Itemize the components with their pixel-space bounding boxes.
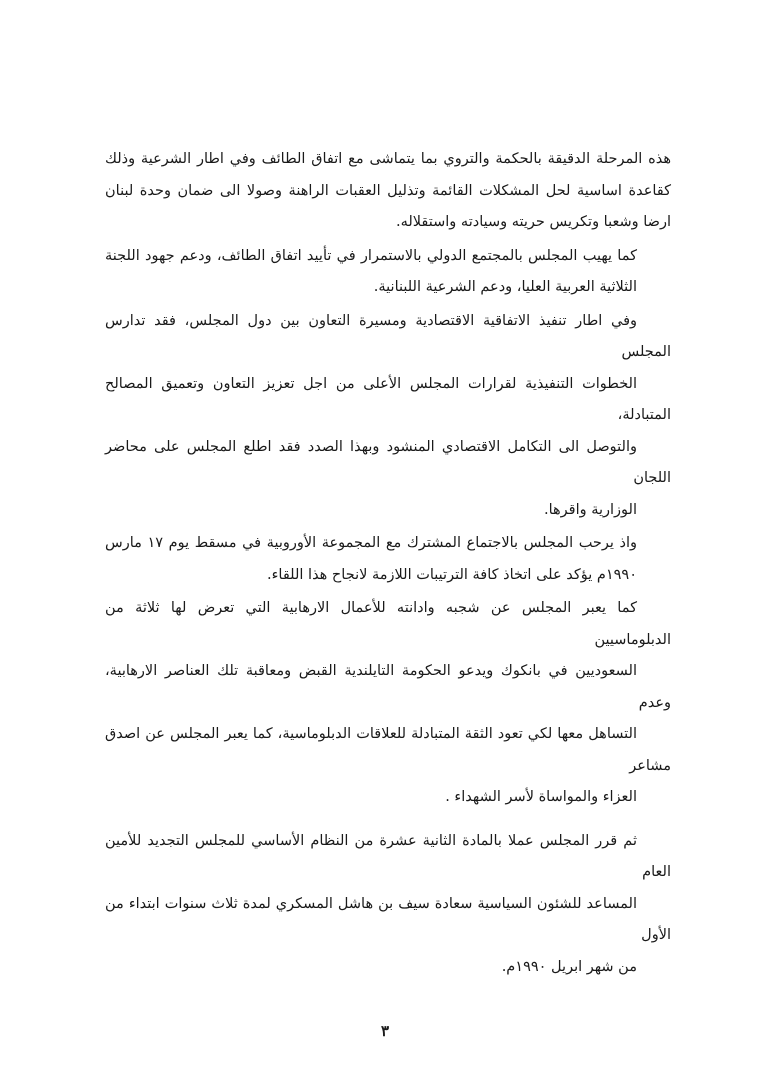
body-text [105, 144, 671, 983]
text-line: السعوديين في بانكوك ويدعو الحكومة التايلندية القبض ومعاقبة تلك العناصر الارهابية، وعدم [105, 663, 671, 711]
paragraph-international-support [105, 241, 671, 304]
text-line: الخطوات التنفيذية لقرارات المجلس الأعلى من اجل تعزيز التعاون وتعميق المصالح المتبادلة، [105, 375, 671, 423]
text-line: التساهل معها لكي تعود الثقة المتبادلة للعلاقات الدبلوماسية، كما يعبر المجلس عن اصدق مشاعر [105, 726, 671, 774]
text-line: ١٩٩٠م يؤكد على اتخاذ كافة الترتيبات اللازمة لانجاح هذا اللقاء. [267, 566, 637, 583]
text-line: كما يعبر المجلس عن شجبه وادانته للأعمال الارهابية التي تعرض لها ثلاثة من الدبلوماسيين [105, 600, 671, 648]
text-line: كما يهيب المجلس بالمجتمع الدولي بالاستمرار في تأييد اتفاق الطائف، ودعم جهود اللجنة [105, 247, 637, 264]
text-line: واذ يرحب المجلس بالاجتماع المشترك مع المجموعة الأوروبية في مسقط يوم ١٧ مارس [105, 535, 637, 551]
text-line: الثلاثية العربية العليا، ودعم الشرعية اللبنانية. [373, 279, 637, 295]
paragraph-taif-continuation [105, 144, 671, 239]
text-line: والتوصل الى التكامل الاقتصادي المنشود وبهذا الصدد فقد اطلع المجلس على محاضر اللجان [105, 438, 671, 486]
paragraph-assistant-secretary-renewal [105, 826, 671, 984]
text-line: وفي اطار تنفيذ الاتفاقية الاقتصادية ومسيرة التعاون بين دول المجلس، فقد تدارس المجلس [105, 312, 671, 360]
page-number: ٣ [380, 1022, 390, 1040]
text-line: المساعد للشئون السياسية سعادة سيف بن هاشل المسكري لمدة ثلاث سنوات ابتداء من الأول [105, 895, 671, 943]
text-line: الوزارية واقرها. [543, 501, 637, 518]
text-line: ارضا وشعبا وتكريس حريته وسيادته واستقلاله. [395, 214, 671, 230]
text-line: هذه المرحلة الدقيقة بالحكمة والتروي بما يتماشى مع اتفاق الطائف وفي اطار الشرعية وذلك [105, 151, 671, 167]
text-line: من شهر ابريل ١٩٩٠م. [501, 958, 637, 975]
text-line: العزاء والمواساة لأسر الشهداء . [445, 789, 637, 805]
text-line: ثم قرر المجلس عملا بالمادة الثانية عشرة من النظام الأساسي للمجلس التجديد للأمين العام [105, 832, 671, 880]
text-line: كقاعدة اساسية لحل المشكلات القائمة وتذليل العقبات الراهنة وصولا الى ضمان وحدة لبنان [105, 182, 671, 199]
paragraph-economic-agreement [105, 306, 671, 527]
paragraph-european-meeting [105, 528, 671, 591]
paragraph-terrorism-condemnation [105, 593, 671, 814]
